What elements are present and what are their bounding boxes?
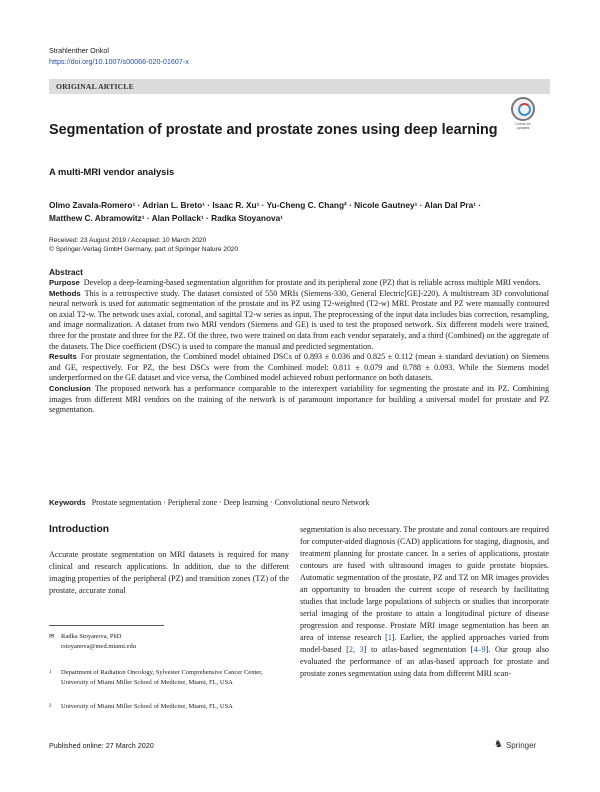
- contact-email[interactable]: rstoyanova@med.miami.edu: [61, 642, 136, 650]
- publisher-logo: [494, 740, 536, 750]
- introduction-heading: Introduction: [49, 524, 110, 535]
- affiliation-2-number: 2: [49, 704, 52, 709]
- abstract-conclusion: [49, 384, 549, 416]
- check-updates-label: Check for updates: [515, 122, 531, 130]
- article-type-band: [49, 79, 550, 94]
- intro-text-1: segmentation is also necessary. The prostate and zonal contours are required for computer-aided diagnosis (CAD) applications for staging, diagnosis, and treatment planning for prostate cancer. In a series of applications, prostate contours are fused with ultrasound images to guide prostate biopsies. Automatic segmentation of the prostate, PZ and TZ on MR images provides an opportunity to broaden the current scope of research by facilitating studies that include large populations of subjects or studies that incorporate serial imaging of the prostate to attain a longitudinal picture of disease progression and response. Prostate MRI image segmentation has been an area of intense research [: [300, 525, 549, 642]
- methods-label: Methods: [49, 288, 81, 298]
- conclusion-label: Conclusion: [49, 383, 91, 393]
- affiliation-2: [49, 702, 289, 712]
- author-list: [49, 199, 549, 225]
- check-updates-badge[interactable]: [510, 97, 536, 130]
- springer-horse-icon: ♞: [494, 739, 503, 750]
- intro-text-4: ] to atlas-based segmentation [: [363, 645, 474, 654]
- article-title: Segmentation of prostate and prostate zones using deep learning: [49, 122, 498, 138]
- methods-text: This is a retrospective study. The dataset consisted of 550 MRIs (Siemens-330, General Electric[GE]-220). A multistream 3D convolutional neural network is used for automatic segmentation of the prostate and its PZ using T2-weighted (T2-w) MRI. Prostate and PZ were manually contoured on axial T2-w. The network uses axial, coronal, and sagittal T2-w series as input. The preprocessing of the input data includes bias correction, resampling, and image normalization. A dataset from two MRI vendors (Siemens and GE) is used to test the proposed network. Six different models were trained, three for the prostate and three for the PZ. Of the three, two were trained on data from each vendor separately, and a third (Combined) on the aggregate of the datasets. The Dice coefficient (DSC) is used to compare the manual and predicted segmentation.: [49, 288, 549, 351]
- intro-text-5: ]. Our group also evaluated the performance of an atlas-based approach for prostate and prostate zones segmentation using data from different MRI scan-: [300, 645, 549, 678]
- abstract-results: [49, 352, 549, 384]
- abstract-methods: [49, 289, 549, 353]
- affiliation-1-number: 1: [49, 670, 52, 675]
- affiliation-1: [49, 668, 289, 687]
- check-updates-icon: [511, 97, 535, 121]
- journal-name: Strahlenther Onkol: [49, 46, 109, 55]
- published-date: Published online: 27 March 2020: [49, 741, 154, 750]
- intro-text-3: ,: [352, 645, 360, 654]
- abstract-purpose: [49, 278, 549, 289]
- keywords-text: Prostate segmentation · Peripheral zone · Deep learning · Convolutional neuro Network: [91, 498, 370, 507]
- keywords-label: Keywords: [49, 498, 86, 507]
- doi-link[interactable]: https://doi.org/10.1007/s00066-020-01607-x: [49, 57, 189, 66]
- purpose-label: Purpose: [49, 278, 80, 287]
- publisher-name: Springer: [505, 740, 537, 750]
- copyright: © Springer-Verlag GmbH Germany, part of Springer Nature 2020: [49, 246, 239, 253]
- abstract-body: [49, 278, 549, 416]
- introduction-right-column: [300, 524, 549, 680]
- article-type-label: ORIGINAL ARTICLE: [56, 82, 134, 91]
- author-line-1: Olmo Zavala-Romero¹ · Adrian L. Breto¹ · Isaac R. Xu¹ · Yu-Cheng C. Chang² · Nicole Gautney¹ · Alan Dal Pra¹ ·: [49, 200, 482, 210]
- purpose-text: Develop a deep-learning-based segmentation algorithm for prostate and its peripheral zone (PZ) that is reliable across multiple MRI vendors.: [83, 278, 541, 287]
- ref-link-1[interactable]: 1: [387, 633, 392, 642]
- received-accepted: Received: 23 August 2019 / Accepted: 10 March 2020: [49, 237, 207, 244]
- abstract-heading: Abstract: [49, 267, 83, 277]
- conclusion-text: The proposed network has a performance comparable to the interexpert variability for segmenting the prostate and its PZ. Combining images from different MRI vendors on the training of the network is of paramount importance for building a universal model for prostate and PZ segmentation.: [49, 383, 549, 415]
- footnote-divider: [49, 625, 164, 626]
- article-subtitle: A multi-MRI vendor analysis: [49, 166, 175, 177]
- results-text: For prostate segmentation, the Combined model obtained DSCs of 0.893 ± 0.036 and 0.825 ± 0.112 (mean ± standard deviation) on Siemens and GE, respectively. For PZ, the best DSCs were from the Combined model: 0.811 ± 0.079 and 0.788 ± 0.093. While the Siemens model underperformed on the GE dataset and vice versa, the Combined model achieved robust performance on both datasets.: [49, 352, 549, 383]
- keywords: [49, 498, 549, 507]
- intro-text-2: ]. Earlier, the applied approaches varied from model-based [: [300, 633, 549, 654]
- affiliation-1-text: Department of Radiation Oncology, Sylvester Comprehensive Cancer Center, University of Miami Miller School of Medicine, Miami, FL, USA: [61, 669, 263, 686]
- envelope-icon: ✉: [49, 633, 55, 640]
- affiliation-2-text: University of Miami Miller School of Medicine, Miami, FL, USA: [61, 703, 233, 710]
- ref-link-3[interactable]: 3: [359, 645, 364, 654]
- ref-link-4-9[interactable]: 4–9: [473, 645, 486, 654]
- article-dates: [49, 236, 238, 254]
- contact-name: Radka Stoyanova, PhD: [61, 633, 122, 640]
- results-label: Results: [49, 352, 77, 362]
- corresponding-author: [49, 632, 289, 651]
- introduction-left-column: Accurate prostate segmentation on MRI datasets is required for many clinical and research applications. In addition, due to the different imaging properties of the peripheral (PZ) and transition zones (TZ) of the prostate, accurate zonal: [49, 550, 289, 595]
- author-line-2: Matthew C. Abramowitz¹ · Alan Pollack¹ · Radka Stoyanova¹: [49, 213, 284, 223]
- ref-link-2[interactable]: 2: [348, 645, 353, 654]
